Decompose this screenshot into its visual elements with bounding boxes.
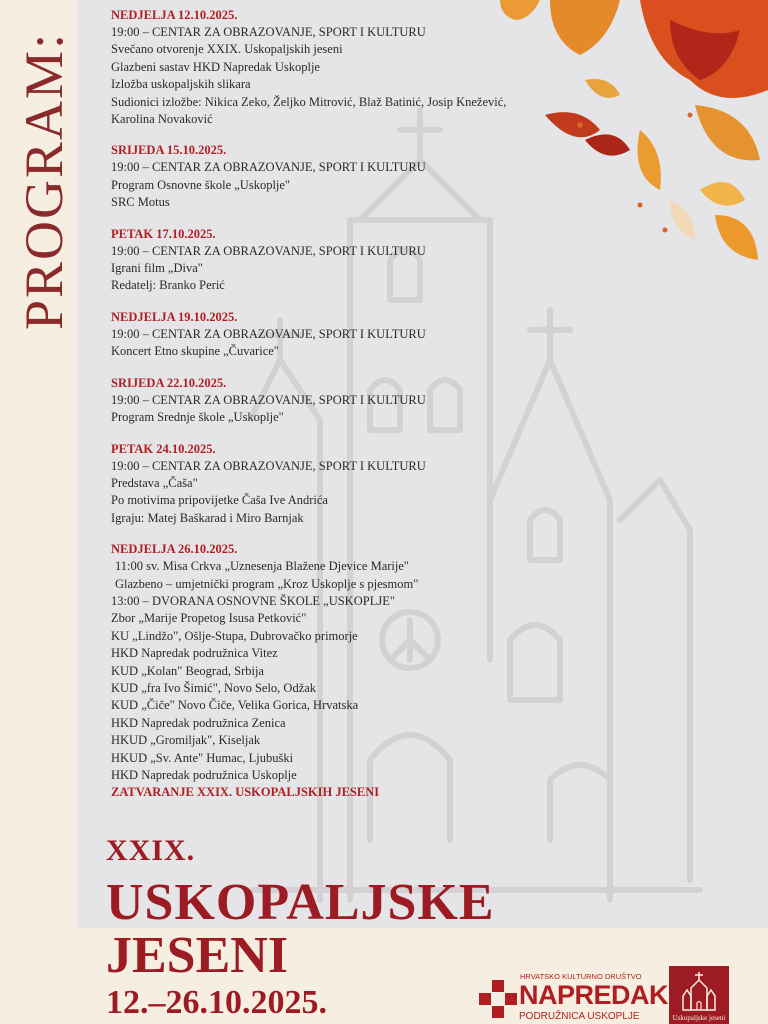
program-event <box>111 226 531 295</box>
event-detail-line: HKUD „Gromiljak", Kiseljak <box>111 733 261 748</box>
program-list <box>111 7 531 816</box>
event-detail-line: HKUD „Sv. Ante" Humac, Ljubuški <box>111 750 294 765</box>
event-detail-line: HKD Napredak podružnica Vitez <box>111 646 278 661</box>
program-event <box>111 375 531 427</box>
autumn-leaves-decoration <box>490 0 768 270</box>
event-detail-line: 19:00 – CENTAR ZA OBRAZOVANJE, SPORT I KULTURU <box>111 160 426 175</box>
napredak-name: NAPREDAK <box>519 980 669 1010</box>
event-detail-line: Program Osnovne škole „Uskoplje" <box>111 177 291 192</box>
event-detail-line: KUD „Kolan" Beograd, Srbija <box>111 663 264 678</box>
event-detail-line: Koncert Etno skupine „Čuvarice" <box>111 344 279 359</box>
event-detail-line: Redatelj: Branko Perić <box>111 278 225 293</box>
event-date: SRIJEDA 15.10.2025. <box>111 143 227 158</box>
event-detail-line: Zbor „Marije Propetog Isusa Petković" <box>111 611 307 626</box>
event-detail-line: Program Srednje škole „Uskoplje" <box>111 410 284 425</box>
event-detail-line: 19:00 – CENTAR ZA OBRAZOVANJE, SPORT I KULTURU <box>111 458 426 473</box>
festival-subtitle: JESENI <box>106 927 289 984</box>
event-detail-line: Igrani film „Diva" <box>111 261 203 276</box>
event-detail-line: Glazbeni sastav HKD Napredak Uskoplje <box>111 59 320 74</box>
event-detail-line: Svečano otvorenje XXIX. Uskopaljskih jeseni <box>111 42 343 57</box>
event-date: PETAK 24.10.2025. <box>111 441 216 456</box>
event-detail-line: 19:00 – CENTAR ZA OBRAZOVANJE, SPORT I KULTURU <box>111 243 426 258</box>
event-detail-line: SRC Motus <box>111 195 170 210</box>
festival-dates: 12.–26.10.2025. <box>106 984 327 1021</box>
program-event <box>111 142 531 211</box>
event-detail-line: Predstava „Čaša" <box>111 475 198 490</box>
event-detail-line: Igraju: Matej Baškarad i Miro Barnjak <box>111 510 304 525</box>
event-date: NEDJELJA 12.10.2025. <box>111 8 238 22</box>
napredak-logo <box>479 972 669 1024</box>
event-detail-line: 19:00 – CENTAR ZA OBRAZOVANJE, SPORT I KULTURU <box>111 25 426 39</box>
uskopaljske-jeseni-logo <box>669 966 729 1024</box>
event-detail-line: KUD „Čiče" Novo Čiče, Velika Gorica, Hrvatska <box>111 698 359 713</box>
event-detail-line: Po motivima pripovijetke Čaša Ive Andrića <box>111 493 328 508</box>
event-detail-line: 19:00 – CENTAR ZA OBRAZOVANJE, SPORT I KULTURU <box>111 392 426 407</box>
event-date: PETAK 17.10.2025. <box>111 226 216 241</box>
event-detail-line: 11:00 sv. Misa Crkva „Uznesenja Blažene Djevice Marije" <box>115 559 410 574</box>
event-detail-line: Karolina Novaković <box>111 112 213 127</box>
event-detail-line: Glazbeno – umjetnički program „Kroz Uskoplje s pjesmom" <box>115 576 419 591</box>
festival-logo-caption: Uskopaljske jeseni <box>672 1014 726 1022</box>
event-detail-line: 19:00 – CENTAR ZA OBRAZOVANJE, SPORT I KULTURU <box>111 326 426 341</box>
event-detail-line: KUD „fra Ivo Šimić", Novo Selo, Odžak <box>111 680 317 695</box>
program-event <box>111 309 531 361</box>
edition-number: XXIX. <box>106 834 196 867</box>
event-detail-line: HKD Napredak podružnica Uskoplje <box>111 768 297 782</box>
napredak-org-name: HRVATSKO KULTURNO DRUŠTVO <box>520 972 642 981</box>
festival-title <box>106 836 495 1022</box>
event-detail-line: HKD Napredak podružnica Zenica <box>111 715 286 730</box>
program-vertical-title: PROGRAM: <box>14 31 74 330</box>
event-detail-line: KU „Lindžo", Ošlje-Stupa, Dubrovačko primorje <box>111 628 358 643</box>
event-detail-line: 13:00 – DVORANA OSNOVNE ŠKOLE „USKOPLJE" <box>111 593 395 608</box>
event-date: SRIJEDA 22.10.2025. <box>111 375 227 390</box>
program-event <box>111 541 531 802</box>
event-detail-line: Izložba uskopaljskih slikara <box>111 77 251 92</box>
program-event <box>111 441 531 528</box>
event-detail-line: Sudionici izložbe: Nikica Zeko, Željko Mitrović, Blaž Batinić, Josip Knežević, <box>111 94 507 109</box>
festival-name: USKOPALJSKE <box>106 874 495 931</box>
checkerboard-icon <box>479 980 517 1018</box>
closing-ceremony-line: ZATVARANJE XXIX. USKOPALJSKIH JESENI <box>111 785 380 800</box>
program-event <box>111 7 531 128</box>
event-date: NEDJELJA 26.10.2025. <box>111 542 238 557</box>
event-date: NEDJELJA 19.10.2025. <box>111 309 238 324</box>
napredak-branch: PODRUŽNICA USKOPLJE <box>519 1011 640 1022</box>
